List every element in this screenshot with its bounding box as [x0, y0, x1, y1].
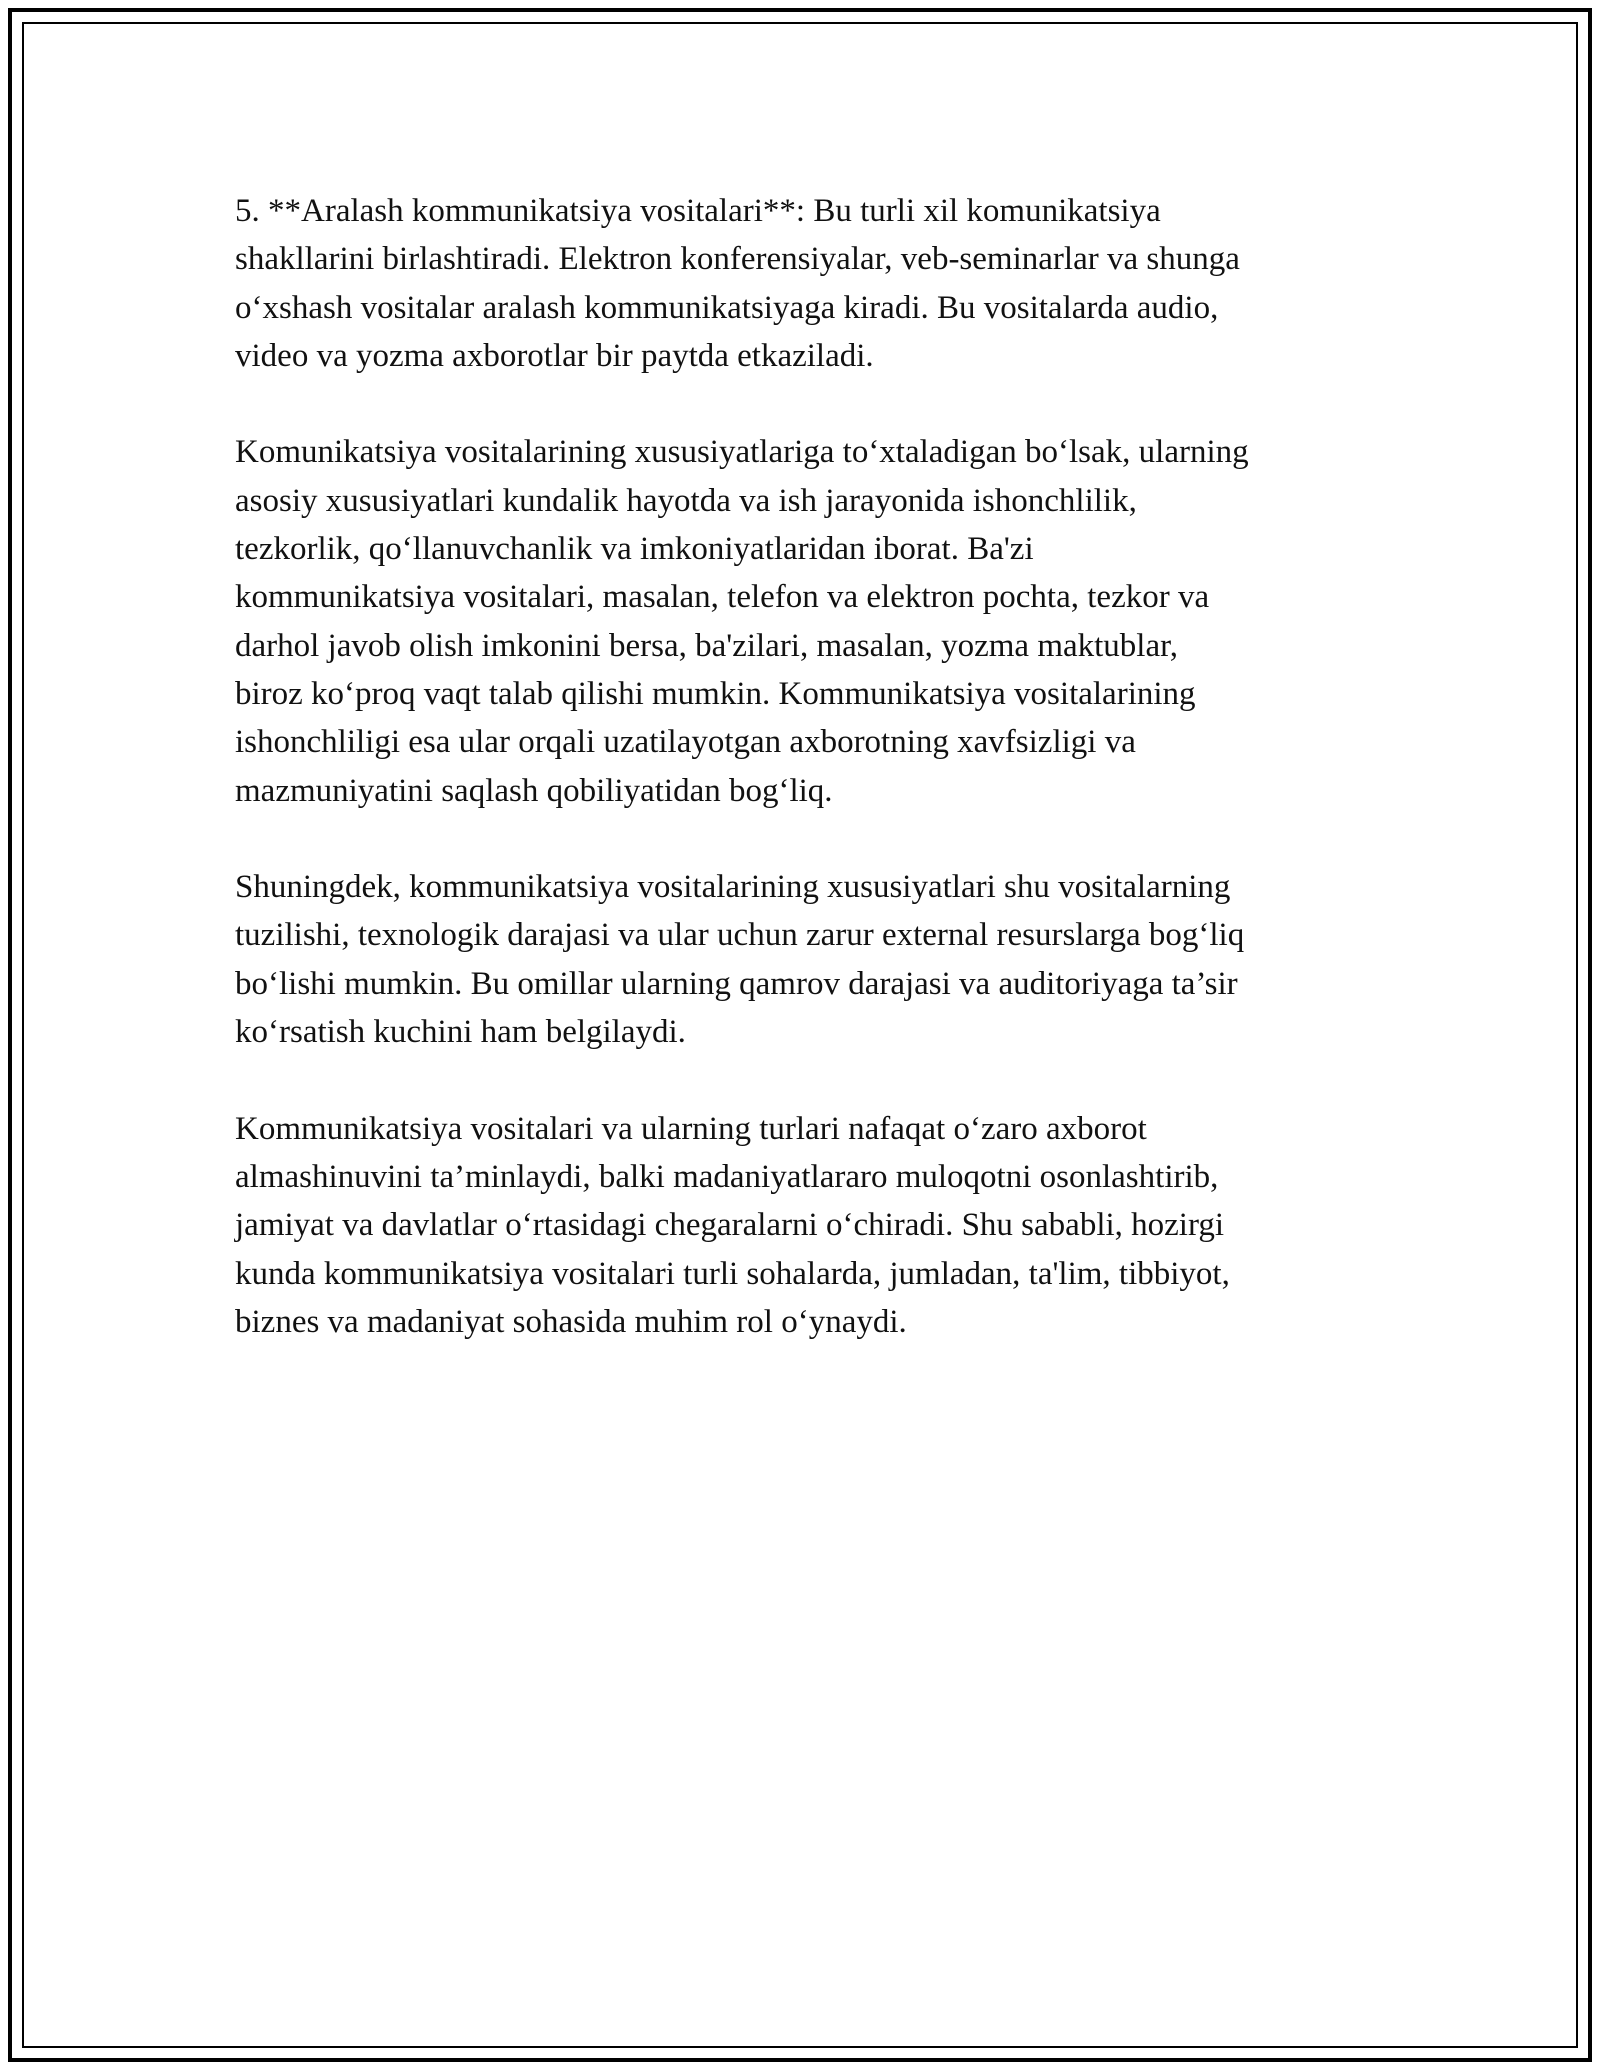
paragraph-communication-features — [235, 428, 1395, 814]
text-line: biznes va madaniyat sohasida muhim rol o‘ynaydi. — [235, 1303, 907, 1340]
document-body — [235, 187, 1395, 1394]
text-line: o‘xshash vositalar aralash kommunikatsiyaga kiradi. Bu vositalarda audio, — [235, 289, 1219, 326]
text-line: tezkorlik, qo‘llanuvchanlik va imkoniyatlaridan iborat. Ba'zi — [235, 531, 1034, 568]
paragraph-intercultural-role — [235, 1105, 1395, 1346]
text-line: jamiyat va davlatlar o‘rtasidagi chegaralarni o‘chiradi. Shu sababli, hozirgi — [235, 1207, 1225, 1244]
text-line: tuzilishi, texnologik darajasi va ular uchun zarur external resurslarga bog‘liq — [235, 917, 1245, 954]
paragraph-structure-dependence — [235, 863, 1395, 1056]
text-line: bo‘lishi mumkin. Bu omillar ularning qamrov darajasi va auditoriyaga ta’sir — [235, 965, 1238, 1002]
text-line: kunda kommunikatsiya vositalari turli sohalarda, jumladan, ta'lim, tibbiyot, — [235, 1255, 1230, 1292]
text-line: ko‘rsatish kuchini ham belgilaydi. — [235, 1014, 686, 1051]
text-line: mazmuniyatini saqlash qobiliyatidan bog‘liq. — [235, 772, 833, 809]
text-line: Kommunikatsiya vositalari va ularning turlari nafaqat o‘zaro axborot — [235, 1110, 1147, 1147]
text-line: asosiy xususiyatlari kundalik hayotda va ish jarayonida ishonchlilik, — [235, 482, 1137, 519]
text-line: kommunikatsiya vositalari, masalan, telefon va elektron pochta, tezkor va — [235, 579, 1210, 616]
text-line: Shuningdek, kommunikatsiya vositalarining xususiyatlari shu vositalarning — [235, 869, 1231, 906]
text-line: shakllarini birlashtiradi. Elektron konferensiyalar, veb-seminarlar va shunga — [235, 241, 1240, 278]
text-line: 5. **Aralash kommunikatsiya vositalari**: Bu turli xil komunikatsiya — [235, 193, 1161, 229]
text-line: video va yozma axborotlar bir paytda etkaziladi. — [235, 337, 874, 374]
paragraph-mixed-communication — [235, 187, 1395, 380]
text-line: ishonchliligi esa ular orqali uzatilayotgan axborotning xavfsizligi va — [235, 724, 1136, 761]
text-line: almashinuvini ta’minlaydi, balki madaniyatlararo muloqotni osonlashtirib, — [235, 1158, 1219, 1195]
text-line: darhol javob olish imkonini bersa, ba'zilari, masalan, yozma maktublar, — [235, 627, 1179, 664]
text-line: biroz ko‘proq vaqt talab qilishi mumkin. Kommunikatsiya vositalarining — [235, 675, 1196, 712]
text-line: Komunikatsiya vositalarining xususiyatlariga to‘xtaladigan bo‘lsak, ularning — [235, 434, 1249, 471]
